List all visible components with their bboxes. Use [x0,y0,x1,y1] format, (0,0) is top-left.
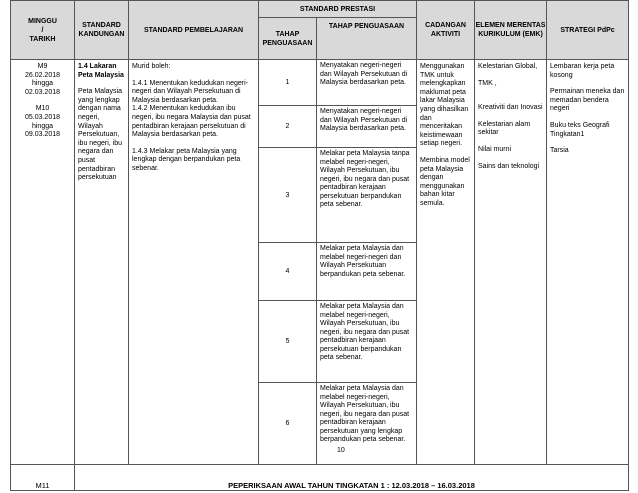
tp-level-2: 2 [259,106,317,148]
lesson-plan-table [10,0,629,491]
header-elemen-merentas: ELEMEN MERENTAS KURIKULUM (EMK) [475,1,547,60]
standard-kandungan-cell [75,60,129,465]
tp-level-6: 6 [259,383,317,465]
tp-level-4: 4 [259,243,317,301]
tp-desc-5: Melakar peta Malaysia dan melabel negeri-negeri, Wilayah Persekutuan, ibu negeri, ibu negara dan pusat pentadbiran kerajaan persekutuan berpandukan peta sebenar. [317,301,417,383]
header-standard-pembelajaran: STANDARD PEMBELAJARAN [129,1,259,60]
header-standard-kandungan: STANDARD KANDUNGAN [75,1,129,60]
header-standard-prestasi: STANDARD PRESTASI [259,1,417,18]
lesson-plan-sheet [10,0,628,493]
tp-desc-6: Melakar peta Malaysia dan melabel negeri-negeri, Wilayah Persekutuan, ibu negeri, ibu negara dan pusat pentadbiran kerajaan persekutuan yang lengkap berpandukan peta sebenar. [317,383,417,465]
standard-pembelajaran-cell: Murid boleh: 1.4.1 Menentukan kedudukan negeri-negeri dan Wilayah Persekutuan di Malaysia berdasarkan peta. 1.4.2 Menentukan kedudukan ibu negeri, ibu negara Malaysia dan pusat pentadbiran kerajaan persekutuan di Malaysia berdasarkan peta. 1.4.3 Melakar peta Malaysia yang lengkap dengan berpandukan peta sebenar. [129,60,259,465]
footer-row [11,465,629,491]
header-row-1 [11,1,629,18]
header-strategi: STRATEGI PdPc [547,1,629,60]
footer-event: PEPERIKSAAN AWAL TAHUN TINGKATAN 1 : 12.03.2018 – 16.03.2018 [75,465,629,491]
tp-desc-2: Menyatakan negeri-negeri dan Wilayah Persekutuan di Malaysia berdasarkan peta. [317,106,417,148]
tp-level-1: 1 [259,60,317,106]
header-minggu-tarikh: MINGGU / TARIKH [11,1,75,60]
tp-desc-1: Menyatakan negeri-negeri dan Wilayah Persekutuan di Malaysia berdasarkan peta. [317,60,417,106]
minggu-tarikh-cell: M9 26.02.2018 hingga 02.03.2018 M10 05.03.2018 hingga 09.03.2018 [11,60,75,465]
header-cadangan-aktiviti: CADANGAN AKTIVITI [417,1,475,60]
emk-cell: Kelestarian Global, TMK , Kreativiti dan Inovasi Kelestarian alam sekitar Nilai murni Sains dan teknologi [475,60,547,465]
page-number: 10 [337,447,345,454]
level-row-1 [11,60,629,106]
tp-level-3: 3 [259,148,317,243]
header-tahap-penguasaan: TAHAP PENGUASAAN [259,18,317,60]
kandungan-title: 1.4 Lakaran Peta Malaysia [78,63,124,79]
tp-desc-4: Melakar peta Malaysia dan melabel negeri-negeri dan Wilayah Persekutuan berpandukan peta sebenar. [317,243,417,301]
tp-desc-3: Melakar peta Malaysia tanpa melabel negeri-negeri, Wilayah Persekutuan, ibu negeri, ibu negara dan pusat pentadbiran kerajaan persekutuan berpandukan peta sebenar. [317,148,417,243]
strategi-cell: Lembaran kerja peta kosong Permainan meneka dan memadan bendera negeri Buku teks Geografi Tingkatan1 Tarsia [547,60,629,465]
header-tahap-penguasaan-desc: TAHAP PENGUASAAN [317,18,417,60]
footer-week: M11 [11,465,75,491]
tp-level-5: 5 [259,301,317,383]
cadangan-aktiviti-cell: Menggunakan TMK untuk melengkapkan maklumat peta lakar Malaysia yang dihasilkan dan menceritakan keistimewaan setiap negeri. Membina model peta Malaysia dengan menggunakan bahan kitar semula. [417,60,475,465]
kandungan-body: Peta Malaysia yang lengkap dengan nama negeri, Wilayah Persekutuan, ibu negeri, ibu negara dan pusat pentadbiran persekutuan [78,88,122,182]
